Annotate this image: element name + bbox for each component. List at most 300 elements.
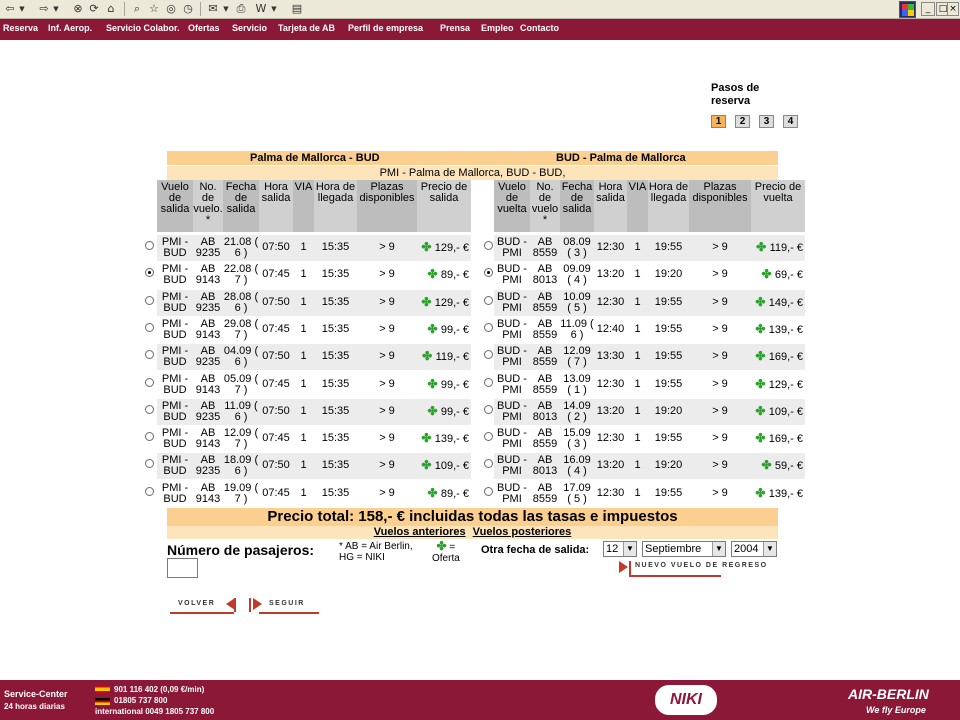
inbound-cell-hora-llegada: 19:55 [654, 377, 683, 390]
inbound-flight-radio[interactable] [484, 432, 493, 441]
inbound-cell-precio [751, 399, 805, 425]
inbound-cell-vuelo: BUD - PMI [497, 372, 527, 396]
outbound-cell-plazas: > 9 [379, 404, 395, 417]
inbound-price-value: 119,- € [769, 242, 803, 254]
inbound-cell-vuelo: BUD - PMI [497, 290, 527, 314]
outbound-price-value: 99,- € [440, 378, 469, 391]
inbound-cell-no-vuelo: AB 8013 [532, 263, 558, 287]
inbound-header-plazas: Plazas disponibles [689, 180, 751, 232]
outbound-cell-vuelo: PMI - BUD [161, 263, 189, 287]
inbound-price-value: 69,- € [774, 269, 803, 282]
nav-perfil-empresa[interactable]: Perfil de empresa [348, 23, 424, 33]
clover-icon: ✤ [756, 240, 770, 254]
outbound-cell-fecha: 11.09 ( 6 ) [224, 399, 258, 423]
step-1[interactable]: 1 [711, 115, 726, 128]
clover-icon: ✤ [755, 294, 769, 309]
inbound-header-precio: Precio de vuelta [751, 180, 805, 232]
browser-toolbar [0, 0, 960, 19]
outbound-flight-radio[interactable] [145, 378, 154, 387]
close-icon[interactable]: × [947, 2, 959, 16]
inbound-cell-vuelo: BUD - PMI [497, 317, 527, 341]
outbound-cell-via: 1 [300, 404, 307, 417]
vuelos-posteriores-link[interactable]: Vuelos posteriores [472, 526, 572, 538]
forward-icon[interactable]: ⇨ [39, 2, 49, 15]
footer [0, 680, 960, 720]
inbound-header-hora-llegada: Hora de llegada [648, 180, 689, 232]
pasajeros-label: Número de pasajeros: [167, 542, 315, 558]
edit-icon[interactable]: W [255, 2, 267, 15]
outbound-cell-plazas: > 9 [379, 350, 395, 363]
outbound-cell-hora-salida: 07:50 [262, 404, 290, 417]
outbound-cell-vuelo: PMI - BUD [161, 481, 189, 505]
inbound-cell-hora-salida: 12:40 [596, 322, 625, 335]
clover-icon: ✤ [422, 349, 436, 364]
outbound-cell-no-vuelo: AB 9235 [195, 345, 221, 369]
inbound-cell-via: 1 [634, 268, 641, 281]
nav-prensa[interactable]: Prensa [440, 23, 471, 33]
inbound-cell-vuelo: BUD - PMI [497, 481, 527, 505]
month-select-value: Septiembre [645, 543, 702, 555]
year-select-value: 2004 [734, 543, 759, 555]
toolbar-separator [124, 2, 125, 16]
offer-legend [432, 541, 460, 564]
inbound-flight-radio[interactable] [484, 459, 493, 468]
back-dropdown-icon[interactable]: ▼ [19, 5, 25, 13]
outbound-cell-hora-salida: 07:45 [262, 322, 290, 335]
day-select-value: 12 [606, 543, 619, 555]
outbound-cell-vuelo: PMI - BUD [161, 345, 189, 369]
outbound-cell-vuelo: PMI - BUD [161, 372, 189, 396]
outbound-flight-row [157, 453, 471, 479]
clover-icon: ✤ [427, 403, 441, 418]
inbound-cell-hora-salida: 12:30 [596, 377, 625, 390]
inbound-cell-plazas: > 9 [712, 295, 728, 308]
inbound-cell-via: 1 [634, 322, 641, 335]
inbound-price-value: 169,- € [768, 351, 803, 364]
seguir-button[interactable] [247, 596, 319, 616]
divider [259, 612, 319, 614]
inbound-cell-vuelo: BUD - PMI [497, 454, 527, 478]
nav-reserva[interactable]: Reserva [3, 23, 39, 33]
inbound-flight-row [494, 317, 805, 343]
outbound-flight-radio[interactable] [145, 350, 154, 359]
inbound-cell-no-vuelo: AB 8013 [532, 454, 558, 478]
outbound-cell-fecha: 05.09 ( 7 ) [223, 372, 259, 396]
inbound-cell-precio [751, 372, 805, 398]
inbound-cell-hora-llegada: 19:55 [654, 432, 683, 445]
inbound-title: BUD - Palma de Mallorca [556, 152, 686, 164]
inbound-price-value: 139,- € [768, 487, 803, 500]
inbound-cell-precio [751, 453, 805, 479]
inbound-cell-fecha: 12.09 ( 7 ) [563, 345, 591, 369]
outbound-cell-plazas: > 9 [379, 432, 395, 445]
outbound-cell-fecha: 12.09 ( 7 ) [223, 427, 259, 451]
inbound-flight-radio[interactable] [484, 487, 493, 496]
outbound-cell-vuelo: PMI - BUD [161, 454, 189, 478]
inbound-cell-via: 1 [634, 404, 641, 417]
outbound-price-value: 109,- € [434, 460, 469, 473]
inbound-price-value: 139,- € [768, 323, 803, 336]
inbound-cell-hora-salida: 12:30 [596, 432, 625, 445]
outbound-price-value: 129,- € [434, 296, 469, 309]
outbound-cell-hora-salida: 07:50 [262, 350, 290, 363]
arrow-right-icon [253, 598, 262, 610]
outbound-cell-fecha: 18.09 ( 6 ) [223, 454, 259, 478]
slogan: We fly Europe [866, 705, 926, 715]
clover-icon: ✤ [761, 267, 775, 282]
service-center: Service-Center [4, 689, 68, 699]
outbound-flight-radio[interactable] [145, 268, 154, 277]
divider [234, 598, 236, 612]
outbound-cell-no-vuelo: AB 9143 [195, 317, 221, 341]
outbound-title: Palma de Mallorca - BUD [250, 152, 380, 164]
clover-icon: ✤ [755, 431, 769, 446]
inbound-cell-hora-salida: 13:30 [596, 350, 625, 363]
outbound-flight-radio[interactable] [145, 487, 154, 496]
pasajeros-input[interactable] [167, 558, 198, 578]
inbound-cell-hora-llegada: 19:55 [654, 486, 683, 499]
inbound-cell-no-vuelo: AB 8013 [532, 399, 558, 423]
otra-fecha-label: Otra fecha de salida: [481, 544, 590, 556]
inbound-cell-hora-salida: 13:20 [596, 404, 625, 417]
inbound-cell-via: 1 [634, 377, 641, 390]
stop-icon[interactable]: ⊗ [73, 2, 83, 15]
back-icon[interactable]: ⇦ [5, 2, 15, 15]
inbound-cell-no-vuelo: AB 8559 [532, 290, 558, 314]
discuss-icon[interactable]: ▤ [291, 2, 303, 15]
inbound-cell-precio [751, 317, 805, 343]
outbound-cell-hora-llegada: 15:35 [321, 459, 350, 472]
arrow-right-icon [619, 561, 628, 573]
inbound-cell-no-vuelo: AB 8559 [532, 236, 558, 259]
inbound-flight-row [494, 453, 805, 479]
outbound-header-fecha: Fecha de salida [223, 180, 259, 232]
clover-icon: ✤ [755, 376, 769, 391]
outbound-header-via: VIA [293, 180, 314, 232]
inbound-cell-vuelo: BUD - PMI [497, 263, 527, 287]
outbound-cell-hora-salida: 07:45 [262, 432, 290, 445]
year-select[interactable] [731, 541, 777, 557]
flight-navigation [167, 526, 778, 539]
outbound-cell-no-vuelo: AB 9235 [195, 454, 221, 478]
outbound-cell-hora-llegada: 15:35 [321, 295, 350, 308]
phone-de: 01805 737 800 [114, 696, 168, 705]
mail-icon[interactable]: ✉ [208, 2, 218, 15]
outbound-price-value: 89,- € [440, 487, 469, 500]
maximize-icon[interactable]: □ [936, 2, 950, 16]
inbound-cell-plazas: > 9 [712, 268, 728, 281]
edit-dropdown-icon[interactable]: ▼ [271, 5, 277, 13]
inbound-cell-vuelo: BUD - PMI [497, 345, 527, 369]
outbound-cell-hora-salida: 07:45 [262, 268, 290, 281]
refresh-icon[interactable]: ⟳ [89, 2, 99, 15]
inbound-cell-hora-salida: 13:20 [596, 268, 625, 281]
route-line: PMI - Palma de Mallorca, BUD - BUD, [167, 166, 778, 180]
nav-tarjeta-ab[interactable]: Tarjeta de AB [278, 23, 336, 33]
day-select[interactable] [603, 541, 637, 557]
outbound-cell-fecha: 22.08 ( 7 ) [223, 263, 259, 287]
outbound-cell-via: 1 [300, 322, 307, 335]
legend-equals: = [449, 542, 456, 553]
outbound-cell-plazas: > 9 [379, 459, 395, 472]
inbound-cell-hora-llegada: 19:20 [654, 404, 683, 417]
inbound-flight-row [494, 344, 805, 370]
outbound-cell-plazas: > 9 [379, 322, 395, 335]
outbound-flight-radio[interactable] [145, 323, 154, 332]
clover-icon: ✤ [755, 349, 769, 364]
inbound-flight-radio[interactable] [484, 296, 493, 305]
nav-contacto[interactable]: Contacto [520, 23, 559, 33]
inbound-cell-via: 1 [634, 241, 641, 253]
outbound-cell-hora-llegada: 15:35 [321, 268, 350, 281]
outbound-flight-row [157, 399, 471, 425]
outbound-cell-plazas: > 9 [379, 241, 395, 253]
nav-servicio-colabor[interactable]: Servicio Colabor. [106, 23, 180, 33]
total-price: Precio total: 158,- € incluidas todas las tasas e impuestos [167, 508, 778, 526]
inbound-cell-via: 1 [634, 350, 641, 363]
outbound-flight-row [157, 344, 471, 370]
inbound-cell-no-vuelo: AB 8559 [532, 427, 558, 451]
search-icon[interactable]: ⌕ [133, 2, 141, 15]
inbound-cell-vuelo: BUD - PMI [497, 236, 527, 259]
outbound-flight-radio[interactable] [145, 405, 154, 414]
month-select[interactable] [642, 541, 726, 557]
clover-icon: ✤ [761, 458, 775, 473]
outbound-cell-plazas: > 9 [379, 486, 395, 499]
outbound-cell-via: 1 [300, 350, 307, 363]
route-titles [167, 151, 778, 165]
niki-logo: NIKI [655, 685, 717, 715]
step-2[interactable]: 2 [735, 115, 750, 128]
outbound-cell-fecha: 29.08 ( 7 ) [223, 317, 259, 341]
outbound-cell-via: 1 [300, 295, 307, 308]
outbound-price-value: 119,- € [435, 351, 469, 364]
pasos-title: Pasos de reserva [711, 82, 760, 107]
nav-empleo[interactable]: Empleo [481, 23, 514, 33]
nav-inf-aerop[interactable]: Inf. Aerop. [48, 23, 93, 33]
germany-flag-icon [95, 698, 110, 705]
inbound-cell-via: 1 [634, 432, 641, 445]
inbound-cell-plazas: > 9 [712, 432, 728, 445]
site-nav [0, 19, 960, 40]
outbound-cell-hora-llegada: 15:35 [321, 322, 350, 335]
chevron-down-icon: ▼ [712, 542, 725, 556]
outbound-cell-precio [417, 317, 471, 343]
chevron-down-icon: ▼ [623, 542, 636, 556]
outbound-cell-hora-salida: 07:50 [262, 295, 290, 308]
inbound-price-value: 169,- € [768, 433, 803, 446]
clover-icon: ✤ [421, 240, 435, 254]
outbound-cell-via: 1 [300, 459, 307, 472]
inbound-price-value: 149,- € [768, 296, 803, 309]
outbound-cell-plazas: > 9 [379, 295, 395, 308]
inbound-cell-fecha: 13.09 ( 1 ) [563, 372, 591, 396]
inbound-cell-precio [751, 262, 805, 288]
clover-icon: ✤ [421, 458, 435, 473]
clover-icon: ✤ [755, 485, 769, 500]
outbound-cell-hora-salida: 07:50 [262, 459, 290, 472]
inbound-cell-via: 1 [634, 486, 641, 499]
inbound-cell-vuelo: BUD - PMI [497, 427, 527, 451]
outbound-cell-hora-llegada: 15:35 [321, 350, 350, 363]
outbound-cell-no-vuelo: AB 9143 [195, 263, 221, 287]
nuevo-vuelo-button[interactable] [617, 558, 777, 578]
outbound-cell-no-vuelo: AB 9235 [195, 399, 221, 423]
history-icon[interactable]: ◷ [183, 2, 193, 15]
clover-icon: ✤ [755, 403, 769, 418]
clover-icon: ✤ [421, 294, 435, 309]
outbound-cell-hora-llegada: 15:35 [321, 432, 350, 445]
inbound-flight-row [494, 426, 805, 452]
outbound-price-value: 89,- € [440, 269, 469, 282]
inbound-flight-radio[interactable] [484, 268, 493, 277]
home-icon[interactable]: ⌂ [107, 2, 115, 15]
outbound-cell-precio [417, 344, 471, 370]
step-3[interactable]: 3 [759, 115, 774, 128]
outbound-cell-precio [417, 372, 471, 398]
outbound-header-precio: Precio de salida [417, 180, 471, 232]
inbound-cell-no-vuelo: AB 8559 [532, 317, 558, 341]
outbound-cell-via: 1 [300, 268, 307, 281]
inbound-cell-hora-llegada: 19:55 [654, 241, 683, 253]
inbound-cell-fecha: 15.09 ( 3 ) [563, 427, 591, 451]
inbound-cell-no-vuelo: AB 8559 [532, 372, 558, 396]
outbound-cell-hora-llegada: 15:35 [321, 486, 350, 499]
outbound-cell-precio [417, 262, 471, 288]
outbound-cell-no-vuelo: AB 9143 [195, 372, 221, 396]
volver-label: VOLVER [178, 600, 216, 607]
inbound-cell-precio [751, 426, 805, 452]
inbound-flight-radio[interactable] [484, 405, 493, 414]
outbound-header-no-vuelo: No. de vuelo. * [193, 180, 223, 232]
inbound-header-vuelo: Vuelo de vuelta [494, 180, 530, 232]
inbound-cell-precio [751, 235, 805, 261]
outbound-cell-precio [417, 453, 471, 479]
inbound-cell-precio [751, 481, 805, 507]
inbound-cell-via: 1 [634, 295, 641, 308]
nuevo-vuelo-label: NUEVO VUELO DE REGRESO [635, 562, 768, 569]
outbound-header-hora-llegada: Hora de llegada [314, 180, 357, 232]
minimize-icon[interactable]: _ [921, 2, 935, 16]
outbound-flight-row [157, 372, 471, 398]
outbound-cell-via: 1 [300, 486, 307, 499]
inbound-cell-fecha: 10.09 ( 5 ) [563, 290, 591, 314]
step-4[interactable]: 4 [783, 115, 798, 128]
clover-icon: ✤ [427, 376, 441, 391]
inbound-cell-hora-salida: 12:30 [596, 486, 625, 499]
inbound-cell-fecha: 16.09 ( 4 ) [563, 454, 591, 478]
outbound-cell-precio [417, 290, 471, 316]
outbound-cell-precio [417, 481, 471, 507]
outbound-cell-fecha: 21.08 ( 6 ) [223, 236, 259, 259]
clover-icon: ✤ [436, 539, 447, 553]
outbound-cell-no-vuelo: AB 9235 [195, 290, 221, 314]
inbound-header-hora-salida: Hora salida [594, 180, 627, 232]
outbound-cell-hora-llegada: 15:35 [321, 377, 350, 390]
inbound-flight-radio[interactable] [484, 323, 493, 332]
outbound-price-value: 99,- € [440, 323, 469, 336]
forward-dropdown-icon[interactable]: ▼ [53, 5, 59, 13]
spain-flag-icon [95, 686, 110, 693]
inbound-cell-hora-llegada: 19:55 [654, 322, 683, 335]
inbound-cell-plazas: > 9 [712, 486, 728, 499]
inbound-flight-row [494, 399, 805, 425]
legend-ab: * AB = Air Berlin, [339, 541, 413, 552]
divider [629, 561, 631, 575]
clover-icon: ✤ [755, 321, 769, 336]
print-icon[interactable]: ⎙ [236, 2, 246, 15]
outbound-flight-radio[interactable] [145, 241, 154, 250]
outbound-flight-radio[interactable] [145, 432, 154, 441]
inbound-cell-via: 1 [634, 459, 641, 472]
outbound-flight-row [157, 290, 471, 316]
inbound-flight-radio[interactable] [484, 350, 493, 359]
outbound-flight-row [157, 262, 471, 288]
outbound-flight-radio[interactable] [145, 296, 154, 305]
outbound-cell-vuelo: PMI - BUD [161, 317, 189, 341]
inbound-price-value: 59,- € [774, 460, 803, 473]
inbound-cell-plazas: > 9 [712, 404, 728, 417]
inbound-cell-plazas: > 9 [712, 459, 728, 472]
inbound-cell-hora-salida: 12:30 [596, 241, 625, 253]
inbound-header-via: VIA [627, 180, 648, 232]
outbound-cell-hora-salida: 07:45 [262, 486, 290, 499]
inbound-cell-hora-llegada: 19:20 [654, 459, 683, 472]
volver-button[interactable] [170, 596, 242, 616]
outbound-flight-radio[interactable] [145, 459, 154, 468]
vuelos-anteriores-link[interactable]: Vuelos anteriores [373, 526, 466, 538]
inbound-cell-fecha: 11.09 ( 6 ) [560, 317, 594, 341]
outbound-cell-hora-salida: 07:50 [262, 241, 290, 253]
favorites-icon[interactable]: ☆ [149, 2, 159, 15]
nav-ofertas[interactable]: Ofertas [188, 23, 220, 33]
outbound-flight-row [157, 317, 471, 343]
inbound-cell-hora-llegada: 19:55 [654, 350, 683, 363]
inbound-cell-precio [751, 290, 805, 316]
outbound-cell-via: 1 [300, 241, 307, 253]
mail-dropdown-icon[interactable]: ▼ [223, 5, 229, 13]
outbound-cell-via: 1 [300, 432, 307, 445]
inbound-cell-fecha: 09.09 ( 4 ) [563, 263, 591, 287]
outbound-price-value: 129,- € [434, 242, 469, 254]
nav-servicio[interactable]: Servicio [232, 23, 268, 33]
inbound-cell-plazas: > 9 [712, 377, 728, 390]
outbound-cell-fecha: 28.08 ( 6 ) [223, 290, 259, 314]
inbound-cell-plazas: > 9 [712, 350, 728, 363]
inbound-flight-radio[interactable] [484, 241, 493, 250]
outbound-price-value: 139,- € [434, 433, 469, 446]
media-icon[interactable]: ◎ [166, 2, 176, 15]
outbound-cell-no-vuelo: AB 9143 [195, 427, 221, 451]
inbound-flight-radio[interactable] [484, 378, 493, 387]
divider [170, 612, 234, 614]
inbound-flight-row [494, 262, 805, 288]
outbound-cell-vuelo: PMI - BUD [161, 290, 189, 314]
outbound-cell-hora-salida: 07:45 [262, 377, 290, 390]
outbound-cell-precio [417, 235, 471, 261]
inbound-header-no-vuelo: No. de vuelo * [530, 180, 560, 232]
inbound-cell-hora-salida: 12:30 [596, 295, 625, 308]
divider [629, 575, 721, 577]
legend-hg: HG = NIKI [339, 552, 385, 563]
legend-oferta: Oferta [432, 553, 460, 564]
inbound-price-value: 109,- € [768, 405, 803, 418]
inbound-cell-hora-salida: 13:20 [596, 459, 625, 472]
outbound-cell-no-vuelo: AB 9235 [195, 236, 221, 259]
inbound-flight-row [494, 290, 805, 316]
inbound-cell-no-vuelo: AB 8559 [532, 345, 558, 369]
outbound-cell-fecha: 04.09 ( 6 ) [223, 345, 259, 369]
